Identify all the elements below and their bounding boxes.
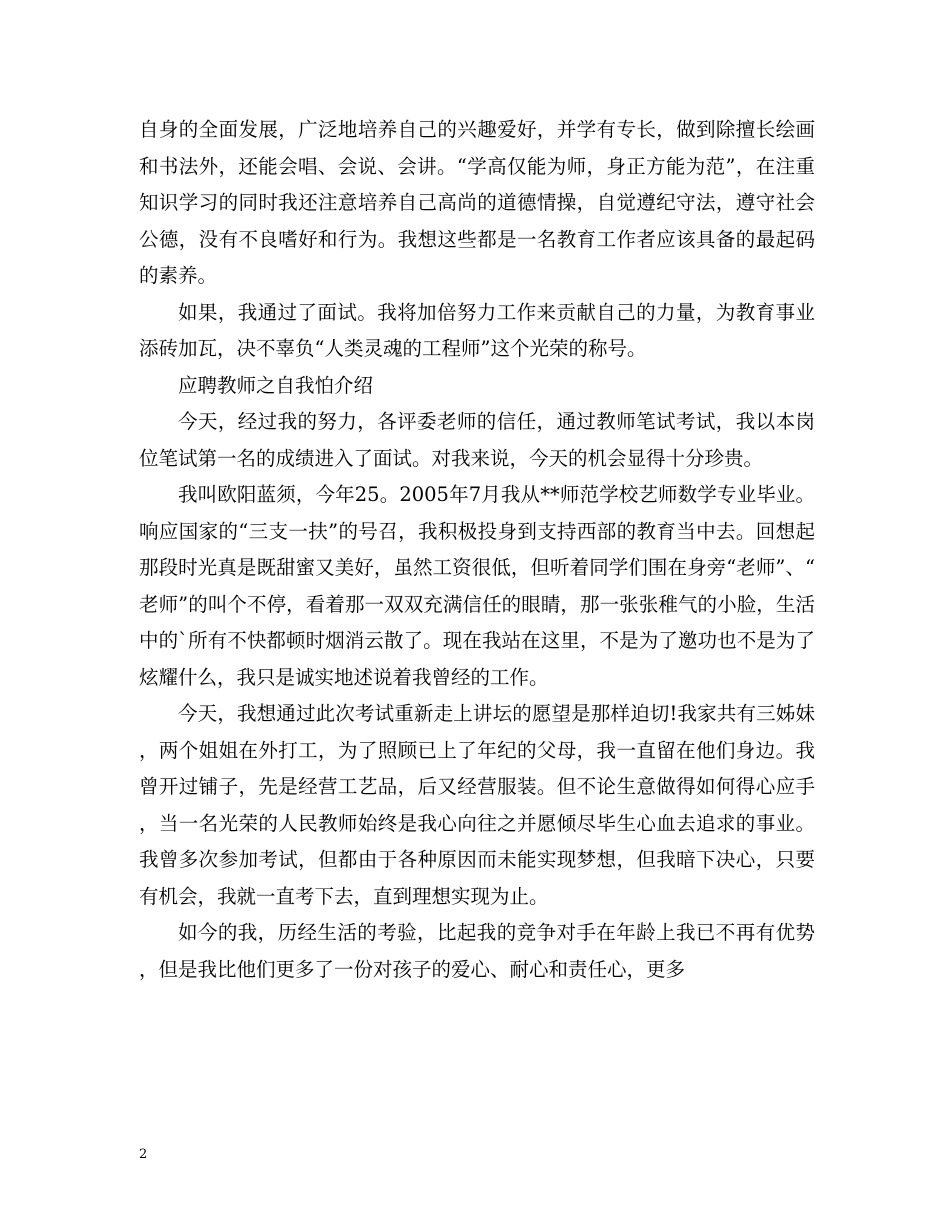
paragraph-self-introduction: 我叫欧阳蓝须，今年25。2005年7月我从**师范学校艺师数学专业毕业。响应国家的“三支一扶”的号召，我积极投身到支持西部的教育当中去。回想起那段时光真是既甜蜜又美好，虽然工资很低，但听着同学们围在身旁“老师”、“老师”的叫个不停，看着那一双双充满信任的眼睛，那一张张稚气的小脸，生活中的`所有不快都顿时烟消云散了。现在我站在这里，不是为了邀功也不是为了炫耀什么，我只是诚实地述说着我曾经的工作。 [139, 483, 815, 689]
paragraph-continued: 自身的全面发展，广泛地培养自己的兴趣爱好，并学有专长，做到除擅长绘画和书法外，还能会唱、会说、会讲。“学高仅能为师，身正方能为范”，在注重知识学习的同时我还注意培养自己高尚的道德情操，自觉遵纪守法，遵守社会公德，没有不良嗜好和行为。我想这些都是一名教育工作者应该具备的最起码的素养。 [139, 118, 815, 287]
document-body [139, 112, 815, 988]
paragraph-aspiration: 今天，我想通过此次考试重新走上讲坛的愿望是那样迫切!我家共有三姊妹，两个姐姐在外打工，为了照顾已上了年纪的父母，我一直留在他们身边。我曾开过铺子，先是经营工艺品，后又经营服装。但不论生意做得如何得心应手，当一名光荣的人民教师始终是我心向往之并愿倾尽毕生心血去追求的事业。我曾多次参加考试，但都由于各种原因而未能实现梦想，但我暗下决心，只要有机会，我就一直考下去，直到理想实现为止。 [139, 702, 815, 908]
paragraph-today-intro: 今天，经过我的努力，各评委老师的信任，通过教师笔试考试，我以本岗位笔试第一名的成绩进入了面试。对我来说，今天的机会显得十分珍贵。 [139, 410, 815, 470]
section-heading: 应聘教师之自我怕介绍 [178, 373, 374, 397]
paragraph-current-self: 如今的我，历经生活的考验，比起我的竞争对手在年龄上我已不再有优势，但是我比他们更多了一份对孩子的爱心、耐心和责任心，更多 [139, 921, 815, 981]
page-number: 2 [139, 1147, 148, 1162]
paragraph-interview-commitment: 如果，我通过了面试。我将加倍努力工作来贡献自己的力量，为教育事业添砖加瓦，决不辜负“人类灵魂的工程师”这个光荣的称号。 [139, 300, 815, 360]
